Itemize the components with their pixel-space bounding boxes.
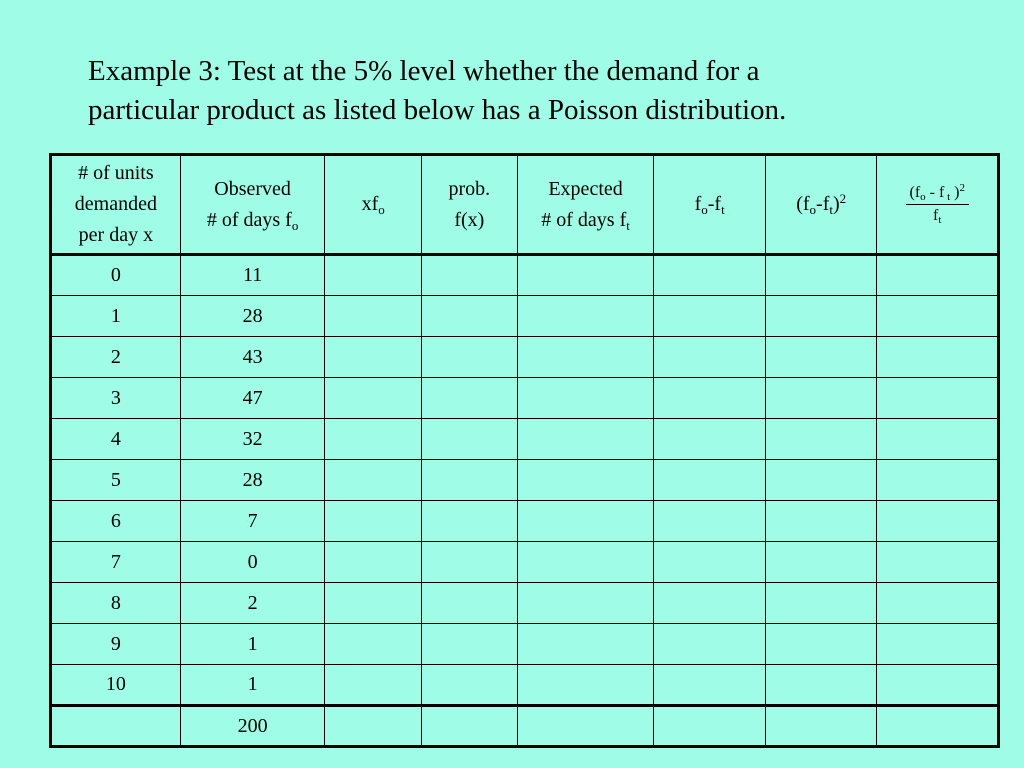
- table-row: [51, 296, 999, 337]
- cell-chi: [877, 665, 999, 706]
- cell-prob: [422, 624, 518, 665]
- cell-sq: [765, 255, 877, 296]
- cell-xfo: [325, 624, 422, 665]
- cell-sq: [765, 706, 877, 747]
- header-diff-f: f: [694, 193, 702, 215]
- header-diff-sub-o: o: [701, 202, 708, 217]
- cell-expected: [517, 296, 654, 337]
- table-row: [51, 542, 999, 583]
- cell-prob: [422, 501, 518, 542]
- cell-x: 2: [51, 337, 181, 378]
- cell-sq: [765, 419, 877, 460]
- header-row: [51, 155, 999, 255]
- cell-xfo: [325, 501, 422, 542]
- table-row: [51, 337, 999, 378]
- header-xfo-base: xf: [361, 193, 379, 215]
- cell-expected: [517, 378, 654, 419]
- cell-prob: [422, 665, 518, 706]
- header-observed-line-1: Observed: [214, 177, 291, 200]
- cell-prob: [422, 419, 518, 460]
- header-diff-sub-t: t: [721, 202, 725, 217]
- cell-prob: [422, 542, 518, 583]
- header-expected-sub: t: [626, 217, 630, 233]
- cell-total-observed: 200: [180, 706, 325, 747]
- chi-den-sub: t: [938, 214, 942, 226]
- chi-num-sub-t: t: [944, 191, 951, 203]
- header-diff-dash: -f: [707, 193, 722, 215]
- cell-prob: [422, 583, 518, 624]
- cell-xfo: [325, 255, 422, 296]
- cell-chi: [877, 296, 999, 337]
- chi-square-fraction: [906, 183, 969, 226]
- cell-xfo: [325, 542, 422, 583]
- header-difference: [654, 155, 766, 255]
- header-observed: [180, 155, 325, 255]
- header-xfo: [325, 155, 422, 255]
- cell-diff: [654, 378, 766, 419]
- cell-sq: [765, 460, 877, 501]
- header-xfo-sub: o: [378, 202, 385, 217]
- cell-observed: 7: [180, 501, 325, 542]
- cell-sq: [765, 501, 877, 542]
- header-sq-open: (f: [796, 193, 810, 215]
- cell-observed: 11: [180, 255, 325, 296]
- cell-chi: [877, 255, 999, 296]
- chi-num-sup: 2: [959, 182, 965, 194]
- header-prob: [422, 155, 518, 255]
- fraction-numerator: [906, 183, 969, 205]
- chi-num-close: ): [950, 184, 960, 201]
- header-prob-line-1: prob.: [448, 177, 491, 200]
- cell-diff: [654, 337, 766, 378]
- header-sq-sub-o: o: [809, 202, 817, 217]
- cell-observed: 32: [180, 419, 325, 460]
- cell-expected: [517, 706, 654, 747]
- cell-diff: [654, 255, 766, 296]
- table-row: [51, 624, 999, 665]
- cell-x: 7: [51, 542, 181, 583]
- cell-x: 1: [51, 296, 181, 337]
- header-observed-sub: o: [291, 217, 299, 233]
- cell-diff: [654, 665, 766, 706]
- cell-total-x: [51, 706, 181, 747]
- demand-table: [49, 153, 1000, 748]
- cell-sq: [765, 665, 877, 706]
- cell-diff: [654, 460, 766, 501]
- cell-xfo: [325, 378, 422, 419]
- cell-xfo: [325, 460, 422, 501]
- cell-observed: 28: [180, 460, 325, 501]
- cell-xfo: [325, 583, 422, 624]
- cell-xfo: [325, 419, 422, 460]
- cell-x: 0: [51, 255, 181, 296]
- cell-expected: [517, 542, 654, 583]
- cell-chi: [877, 419, 999, 460]
- chi-num-open: (f: [909, 184, 921, 201]
- cell-expected: [517, 583, 654, 624]
- cell-expected: [517, 501, 654, 542]
- cell-prob: [422, 296, 518, 337]
- total-row: [51, 706, 999, 747]
- cell-chi: [877, 378, 999, 419]
- header-squared-difference: [765, 155, 877, 255]
- slide-title: [88, 52, 988, 130]
- chi-num-dash: - f: [925, 184, 945, 201]
- cell-x: 9: [51, 624, 181, 665]
- cell-diff: [654, 583, 766, 624]
- cell-prob: [422, 460, 518, 501]
- cell-expected: [517, 419, 654, 460]
- chi-num-sub-o: o: [920, 191, 926, 203]
- cell-x: 6: [51, 501, 181, 542]
- table-row: [51, 460, 999, 501]
- cell-observed: 2: [180, 583, 325, 624]
- cell-sq: [765, 542, 877, 583]
- table-row: [51, 501, 999, 542]
- cell-sq: [765, 583, 877, 624]
- chi-den-f: f: [933, 207, 939, 224]
- cell-x: 10: [51, 665, 181, 706]
- cell-prob: [422, 706, 518, 747]
- cell-observed: 47: [180, 378, 325, 419]
- cell-observed: 1: [180, 624, 325, 665]
- cell-diff: [654, 296, 766, 337]
- header-expected-line-1: Expected: [548, 177, 623, 200]
- cell-sq: [765, 337, 877, 378]
- header-units-line-3: per day x: [78, 224, 154, 246]
- cell-expected: [517, 624, 654, 665]
- header-expected-line-2: # of days f: [541, 208, 627, 231]
- header-units-line-1: # of units: [78, 162, 154, 184]
- cell-sq: [765, 378, 877, 419]
- cell-sq: [765, 624, 877, 665]
- cell-prob: [422, 337, 518, 378]
- cell-expected: [517, 460, 654, 501]
- cell-chi: [877, 706, 999, 747]
- title-line-1: Example 3: Test at the 5% level whether the demand for a: [88, 55, 760, 87]
- cell-xfo: [325, 665, 422, 706]
- header-sq-sub-t: t: [829, 202, 833, 217]
- cell-expected: [517, 337, 654, 378]
- table-row: [51, 665, 999, 706]
- cell-x: 8: [51, 583, 181, 624]
- header-sq-close: ): [832, 193, 840, 215]
- cell-xfo: [325, 296, 422, 337]
- header-chi-square-term: [877, 155, 999, 255]
- cell-observed: 0: [180, 542, 325, 583]
- cell-diff: [654, 706, 766, 747]
- header-sq-dash: -f: [816, 193, 830, 215]
- cell-chi: [877, 337, 999, 378]
- cell-xfo: [325, 706, 422, 747]
- cell-sq: [765, 296, 877, 337]
- table-row: [51, 583, 999, 624]
- cell-prob: [422, 255, 518, 296]
- table-row: [51, 378, 999, 419]
- cell-chi: [877, 501, 999, 542]
- cell-chi: [877, 542, 999, 583]
- title-line-2: particular product as listed below has a Poisson distribution.: [88, 94, 787, 126]
- cell-diff: [654, 419, 766, 460]
- header-units: [51, 155, 181, 255]
- cell-observed: 43: [180, 337, 325, 378]
- header-units-line-2: demanded: [74, 193, 157, 215]
- header-sq-sup: 2: [839, 191, 847, 206]
- header-expected: [517, 155, 654, 255]
- cell-prob: [422, 378, 518, 419]
- cell-observed: 1: [180, 665, 325, 706]
- cell-observed: 28: [180, 296, 325, 337]
- cell-expected: [517, 255, 654, 296]
- cell-x: 4: [51, 419, 181, 460]
- cell-chi: [877, 460, 999, 501]
- table-row: [51, 419, 999, 460]
- cell-chi: [877, 624, 999, 665]
- cell-expected: [517, 665, 654, 706]
- cell-diff: [654, 542, 766, 583]
- table-row: [51, 255, 999, 296]
- cell-chi: [877, 583, 999, 624]
- cell-x: 3: [51, 378, 181, 419]
- cell-x: 5: [51, 460, 181, 501]
- header-observed-line-2: # of days f: [206, 208, 292, 231]
- cell-xfo: [325, 337, 422, 378]
- header-prob-line-2: f(x): [454, 208, 485, 231]
- fraction-denominator: [906, 205, 969, 226]
- cell-diff: [654, 501, 766, 542]
- cell-diff: [654, 624, 766, 665]
